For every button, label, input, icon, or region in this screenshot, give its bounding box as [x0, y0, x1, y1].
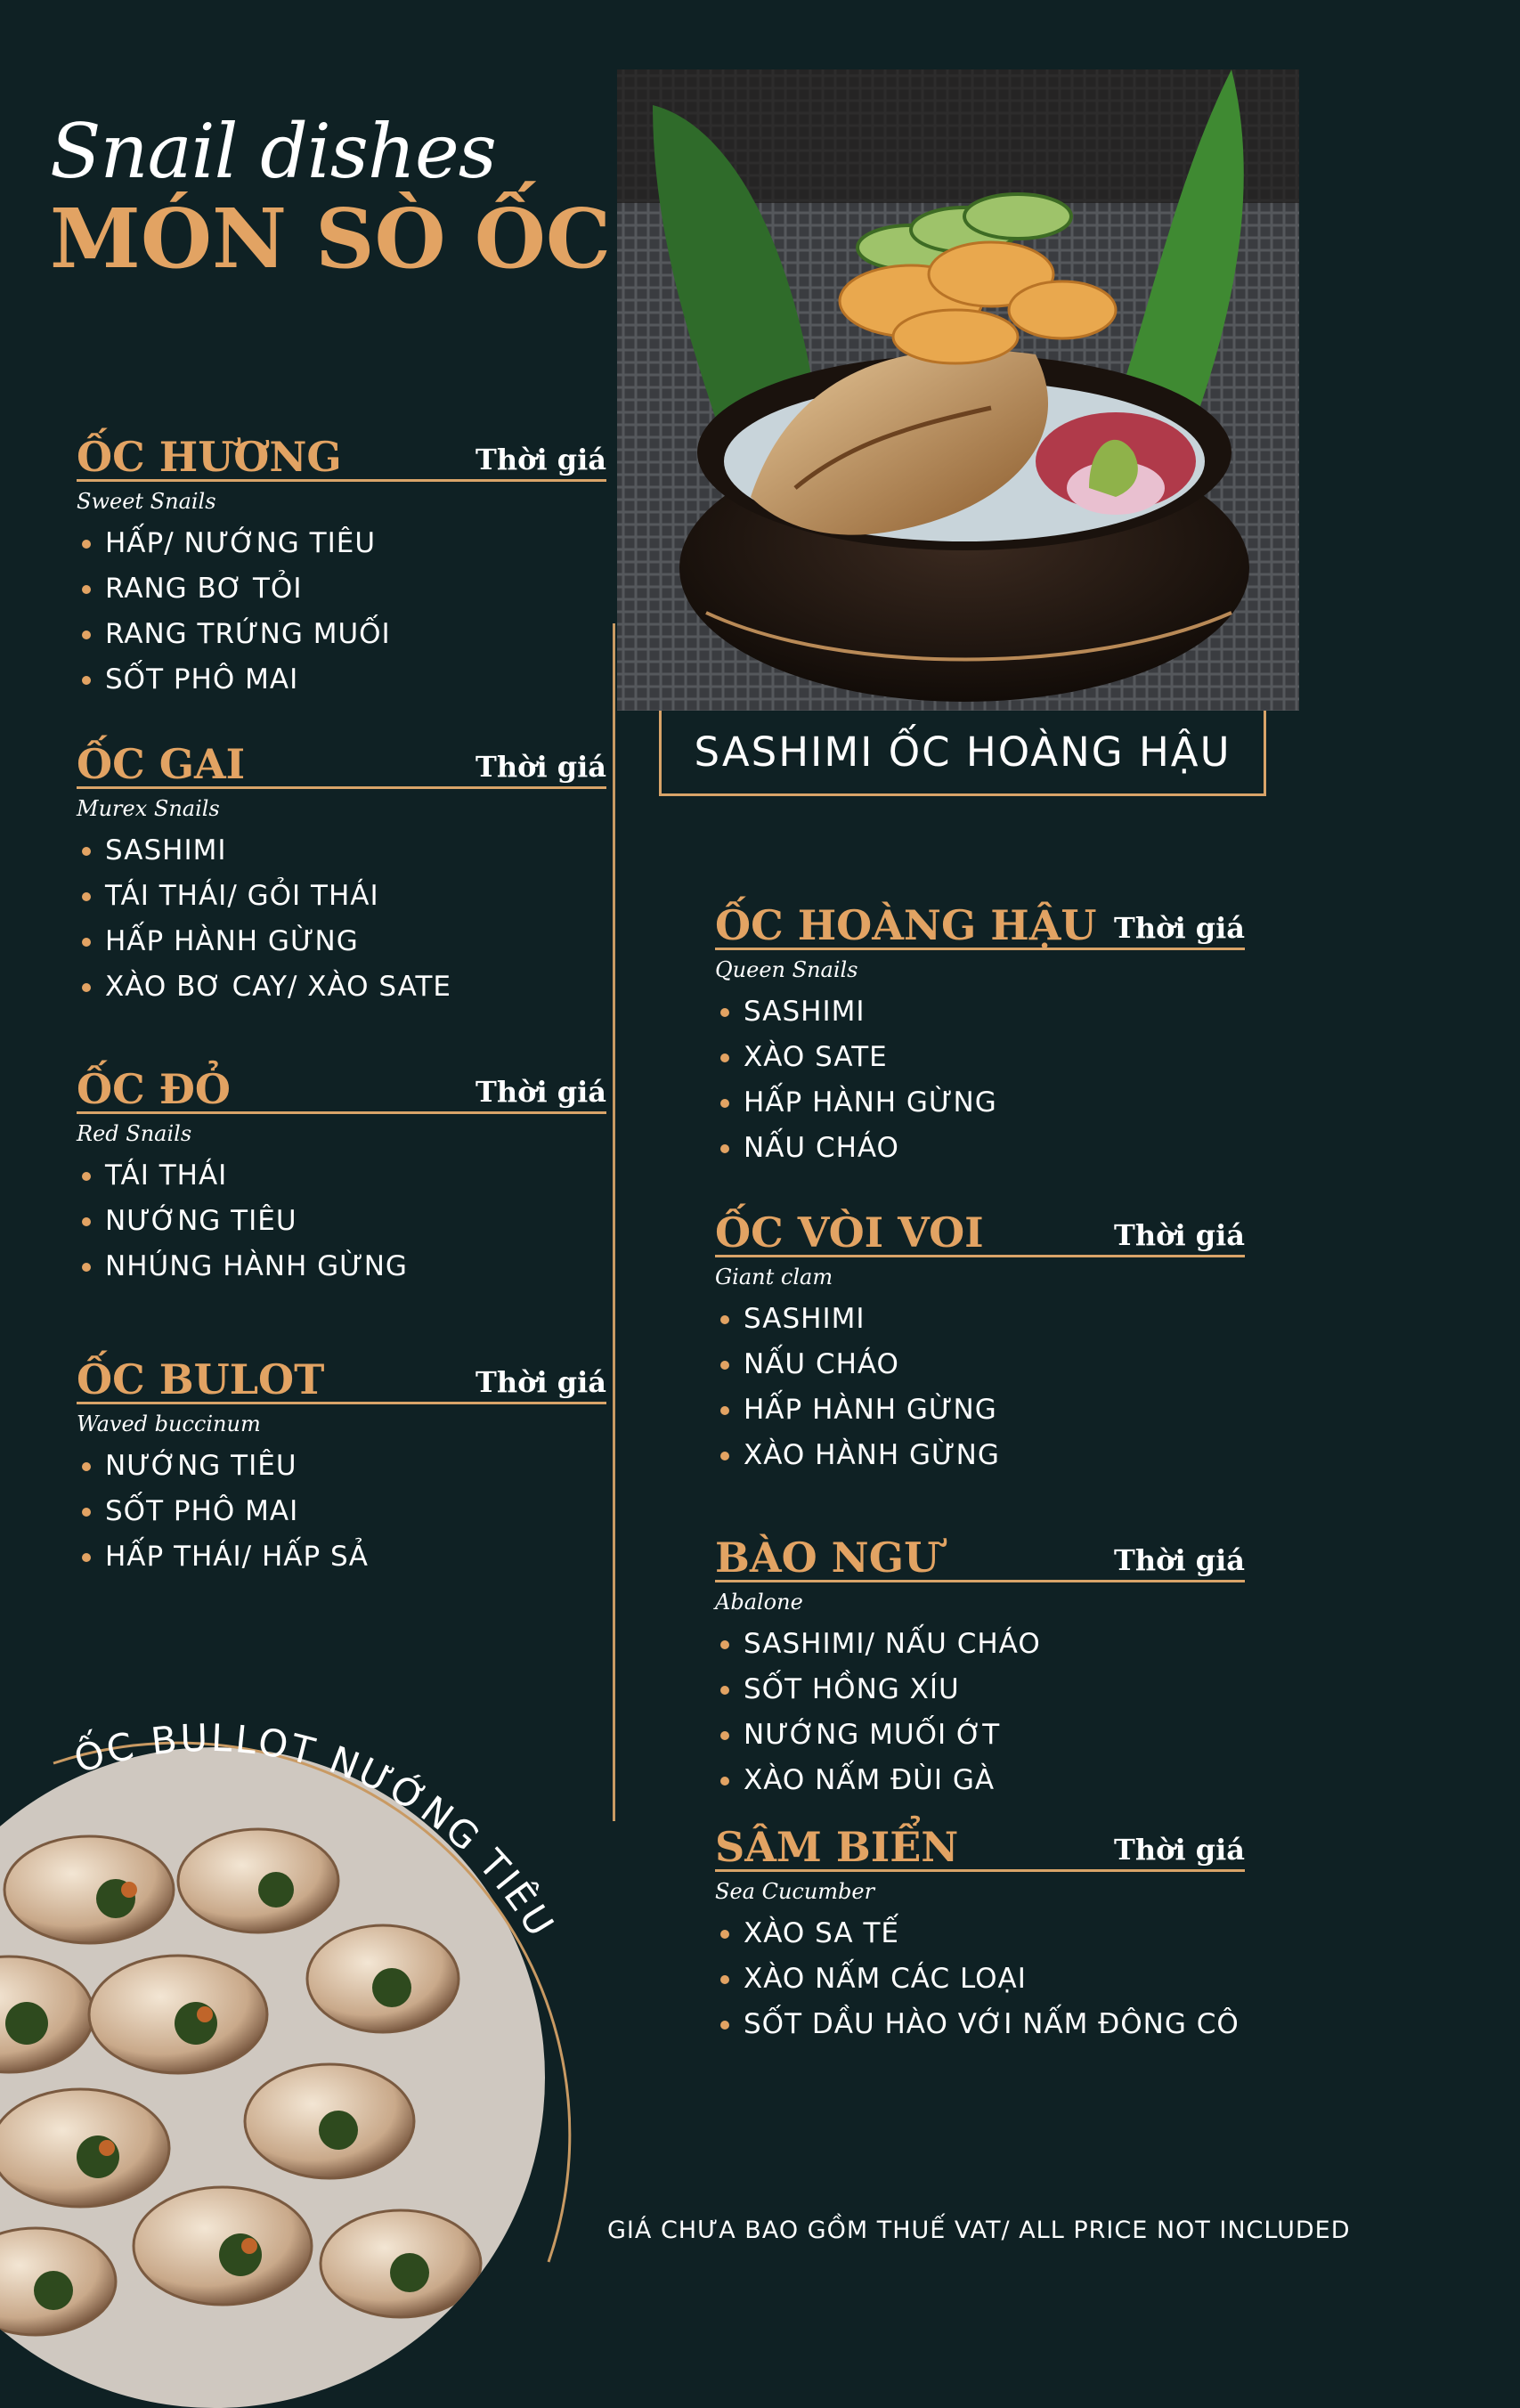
menu-item [715, 1667, 1245, 1712]
menu-item-label: XÀO SATE [744, 1041, 888, 1073]
menu-item [715, 1911, 1245, 1956]
section-price: Thời giá [476, 443, 606, 476]
item-list [715, 1622, 1245, 1803]
menu-item [77, 828, 606, 874]
section-header [715, 1201, 1245, 1257]
bottom-caption [68, 1716, 564, 1946]
section-title: ỐC ĐỎ [77, 1065, 231, 1113]
menu-item [77, 964, 606, 1010]
bullet-icon [82, 1172, 91, 1181]
footer-note: GIÁ CHƯA BAO GỒM THUẾ VAT/ ALL PRICE NOT INCLUDED [607, 2217, 1351, 2244]
menu-item [715, 1035, 1245, 1080]
bullet-icon [82, 540, 91, 549]
bullet-icon [720, 1930, 729, 1939]
menu-item [715, 1387, 1245, 1433]
bullet-icon [720, 1315, 729, 1324]
menu-item-label: NƯỚNG TIÊU [105, 1450, 297, 1482]
menu-item [715, 2002, 1245, 2047]
menu-item-label: SỐT DẦU HÀO VỚI NẤM ĐÔNG CÔ [744, 2008, 1240, 2040]
menu-item [715, 989, 1245, 1035]
section-subtitle: Queen Snails [715, 957, 858, 982]
section-title: ỐC HƯƠNG [77, 433, 342, 481]
section-title: SÂM BIỂN [715, 1823, 959, 1871]
bullet-icon [82, 1263, 91, 1272]
bullet-icon [720, 1975, 729, 1984]
item-list [77, 521, 606, 703]
bullet-icon [82, 1553, 91, 1562]
section-price: Thời giá [1114, 911, 1245, 945]
menu-item [715, 1758, 1245, 1803]
menu-item-label: RANG BƠ TỎI [105, 573, 303, 605]
bullet-icon [82, 676, 91, 685]
menu-item [715, 1622, 1245, 1667]
menu-item-label: SASHIMI [105, 834, 227, 866]
menu-item [77, 521, 606, 566]
section-title: ỐC HOÀNG HẬU [715, 901, 1097, 949]
bullet-icon [720, 1054, 729, 1062]
section-price: Thời giá [476, 750, 606, 784]
title-script: Snail dishes [50, 108, 496, 195]
item-list [77, 828, 606, 1010]
section-subtitle: Abalone [715, 1590, 803, 1615]
bottom-caption-text: ỐC BULLOT NƯỚNG TIÊU [69, 1715, 564, 1947]
menu-item-label: XÀO HÀNH GỪNG [744, 1439, 1000, 1471]
menu-item-label: NHÚNG HÀNH GỪNG [105, 1250, 408, 1282]
menu-item [77, 657, 606, 703]
bullet-icon [82, 983, 91, 992]
menu-item-label: HẤP THÁI/ HẤP SẢ [105, 1541, 369, 1573]
section-oc-do [77, 1058, 606, 1289]
bullet-icon [720, 1640, 729, 1649]
arc-line [53, 1743, 570, 2262]
item-list [77, 1444, 606, 1580]
hero-photo-illustration [617, 69, 1299, 711]
bullet-icon [82, 892, 91, 901]
bullet-icon [720, 1777, 729, 1786]
section-price: Thời giá [1114, 1543, 1245, 1577]
menu-item [715, 1433, 1245, 1478]
section-title: ỐC GAI [77, 740, 246, 788]
menu-item [715, 1712, 1245, 1758]
bullet-icon [720, 1099, 729, 1108]
section-subtitle: Murex Snails [77, 796, 220, 821]
page-title: MÓN SÒ ỐC [50, 191, 612, 287]
section-title: BÀO NGƯ [715, 1533, 940, 1582]
section-header [77, 733, 606, 789]
menu-item-label: SASHIMI [744, 996, 866, 1028]
section-header [715, 1526, 1245, 1582]
section-title: ỐC VÒI VOI [715, 1208, 984, 1257]
menu-item [77, 874, 606, 919]
menu-item-label: TÁI THÁI/ GỎI THÁI [105, 880, 379, 912]
menu-item-label: XÀO NẤM ĐÙI GÀ [744, 1764, 996, 1796]
menu-item [715, 1297, 1245, 1342]
menu-item [715, 1342, 1245, 1387]
menu-item-label: SASHIMI/ NẤU CHÁO [744, 1628, 1041, 1660]
menu-item-label: HẤP HÀNH GỪNG [105, 925, 359, 957]
bullet-icon [82, 938, 91, 947]
section-price: Thời giá [1114, 1218, 1245, 1252]
menu-item [715, 1080, 1245, 1126]
menu-item-label: NƯỚNG MUỐI ỚT [744, 1719, 1001, 1751]
menu-item [715, 1956, 1245, 2002]
section-subtitle: Sea Cucumber [715, 1879, 875, 1904]
section-price: Thời giá [1114, 1833, 1245, 1867]
menu-item-label: RANG TRỨNG MUỐI [105, 618, 391, 650]
bullet-icon [82, 1217, 91, 1226]
menu-item-label: HẤP HÀNH GỪNG [744, 1086, 997, 1119]
section-price: Thời giá [476, 1075, 606, 1109]
section-header [715, 894, 1245, 950]
menu-item-label: NẤU CHÁO [744, 1348, 899, 1380]
menu-item [77, 1153, 606, 1199]
bullet-icon [82, 585, 91, 594]
section-oc-voi-voi [715, 1201, 1245, 1478]
bullet-icon [720, 1008, 729, 1017]
bottom-caption-arc [0, 1692, 623, 2280]
hero-caption-box [659, 711, 1266, 796]
menu-item [77, 1199, 606, 1244]
menu-item-label: HẤP/ NƯỚNG TIÊU [105, 527, 377, 559]
section-header [77, 1058, 606, 1114]
menu-item-label: NƯỚNG TIÊU [105, 1205, 297, 1237]
section-oc-huong [77, 426, 606, 703]
menu-item [715, 1126, 1245, 1171]
section-header [77, 426, 606, 482]
hero-photo-sashimi-queen-snail [617, 69, 1299, 711]
hero-caption: SASHIMI ỐC HOÀNG HẬU [694, 728, 1231, 776]
item-list [715, 989, 1245, 1171]
menu-item-label: XÀO NẤM CÁC LOẠI [744, 1963, 1027, 1995]
section-header [77, 1348, 606, 1404]
menu-item [77, 1244, 606, 1289]
menu-item [77, 1489, 606, 1534]
bullet-icon [720, 1361, 729, 1370]
section-oc-bulot [77, 1348, 606, 1580]
item-list [715, 1911, 1245, 2047]
menu-item [77, 1444, 606, 1489]
menu-item-label: SASHIMI [744, 1303, 866, 1335]
bullet-icon [720, 1452, 729, 1460]
bullet-icon [82, 847, 91, 856]
column-divider [613, 623, 615, 1821]
bullet-icon [720, 1144, 729, 1153]
bullet-icon [720, 1406, 729, 1415]
item-list [715, 1297, 1245, 1478]
menu-item [77, 919, 606, 964]
bullet-icon [82, 1462, 91, 1471]
menu-item-label: SỐT PHÔ MAI [105, 1495, 299, 1527]
menu-item-label: TÁI THÁI [105, 1159, 228, 1192]
section-oc-gai [77, 733, 606, 1010]
menu-item [77, 1534, 606, 1580]
section-subtitle: Red Snails [77, 1121, 192, 1146]
bullet-icon [720, 1686, 729, 1695]
section-bao-ngu [715, 1526, 1245, 1803]
bullet-icon [720, 1731, 729, 1740]
bullet-icon [82, 630, 91, 639]
section-subtitle: Sweet Snails [77, 489, 216, 514]
menu-item-label: XÀO BƠ CAY/ XÀO SATE [105, 971, 451, 1003]
section-subtitle: Waved buccinum [77, 1411, 261, 1436]
section-subtitle: Giant clam [715, 1265, 833, 1289]
bullet-icon [720, 2021, 729, 2030]
menu-item-label: SỐT HỒNG XÍU [744, 1673, 960, 1705]
section-title: ỐC BULOT [77, 1355, 325, 1403]
section-oc-hoang-hau [715, 894, 1245, 1171]
item-list [77, 1153, 606, 1289]
section-sam-bien [715, 1816, 1245, 2047]
menu-item [77, 566, 606, 612]
menu-item [77, 612, 606, 657]
menu-item-label: HẤP HÀNH GỪNG [744, 1394, 997, 1426]
menu-item-label: SỐT PHÔ MAI [105, 663, 299, 696]
bullet-icon [82, 1508, 91, 1517]
section-header [715, 1816, 1245, 1872]
section-price: Thời giá [476, 1365, 606, 1399]
menu-item-label: NẤU CHÁO [744, 1132, 899, 1164]
menu-item-label: XÀO SA TẾ [744, 1917, 899, 1949]
